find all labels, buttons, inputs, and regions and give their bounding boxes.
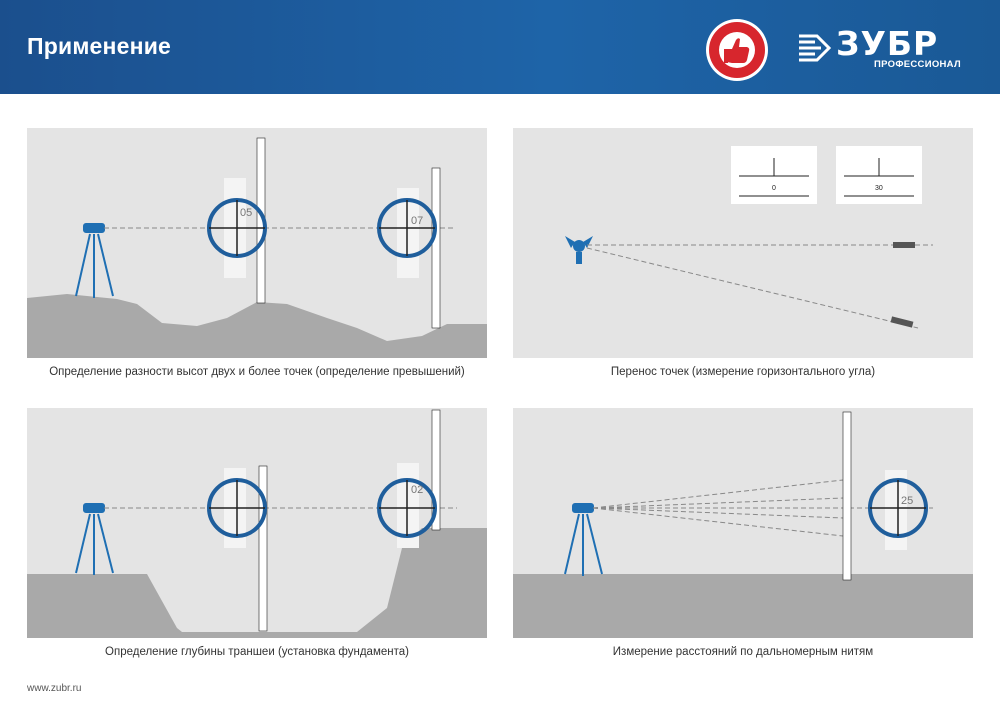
- target-marker: [893, 242, 915, 248]
- target-marker: [891, 316, 914, 327]
- angle-reading-2: 30: [875, 185, 883, 192]
- brand-arrow-icon: [799, 36, 829, 60]
- level-instrument-top-view: [565, 236, 593, 264]
- caption-height-difference: Определение разности высот двух и более точек (определение превышений): [49, 366, 465, 378]
- level-instrument: [565, 504, 602, 576]
- scope-reading-2: 02: [411, 484, 424, 496]
- panel-height-difference: [27, 128, 487, 358]
- scope-reading-1: 05: [240, 207, 253, 219]
- height-difference-illustration: [27, 128, 487, 358]
- brand-subtitle: ПРОФЕССИОНАЛ: [874, 59, 961, 70]
- trench-depth-illustration: [27, 408, 487, 638]
- panel-stadia-distance: [513, 408, 973, 638]
- ground: [27, 294, 487, 358]
- panel-horizontal-angle: [513, 128, 973, 358]
- page-title: Применение: [27, 33, 172, 59]
- ground: [513, 574, 973, 638]
- stadia-distance-illustration: [513, 408, 973, 638]
- level-instrument: [76, 224, 113, 298]
- header-banner: [0, 0, 1000, 94]
- panel-trench-depth: [27, 408, 487, 638]
- leveling-staff: [843, 412, 851, 580]
- quality-badge: [705, 18, 769, 82]
- scope-reading-2: 07: [411, 215, 424, 227]
- footer-url[interactable]: www.zubr.ru: [27, 683, 82, 694]
- caption-trench-depth: Определение глубины траншеи (установка фундамента): [105, 646, 409, 658]
- angle-reading-1: 0: [772, 185, 776, 192]
- leveling-staff: [432, 168, 440, 328]
- horizontal-angle-illustration: [513, 128, 973, 358]
- scope-reading-1: 25: [901, 495, 914, 507]
- brand-name: ЗУБР: [836, 24, 939, 63]
- caption-horizontal-angle: Перенос точек (измерение горизонтального угла): [610, 366, 876, 378]
- caption-stadia-distance: Измерение расстояний по дальномерным нитям: [612, 646, 874, 658]
- level-instrument: [76, 504, 113, 575]
- sight-line: [587, 248, 918, 328]
